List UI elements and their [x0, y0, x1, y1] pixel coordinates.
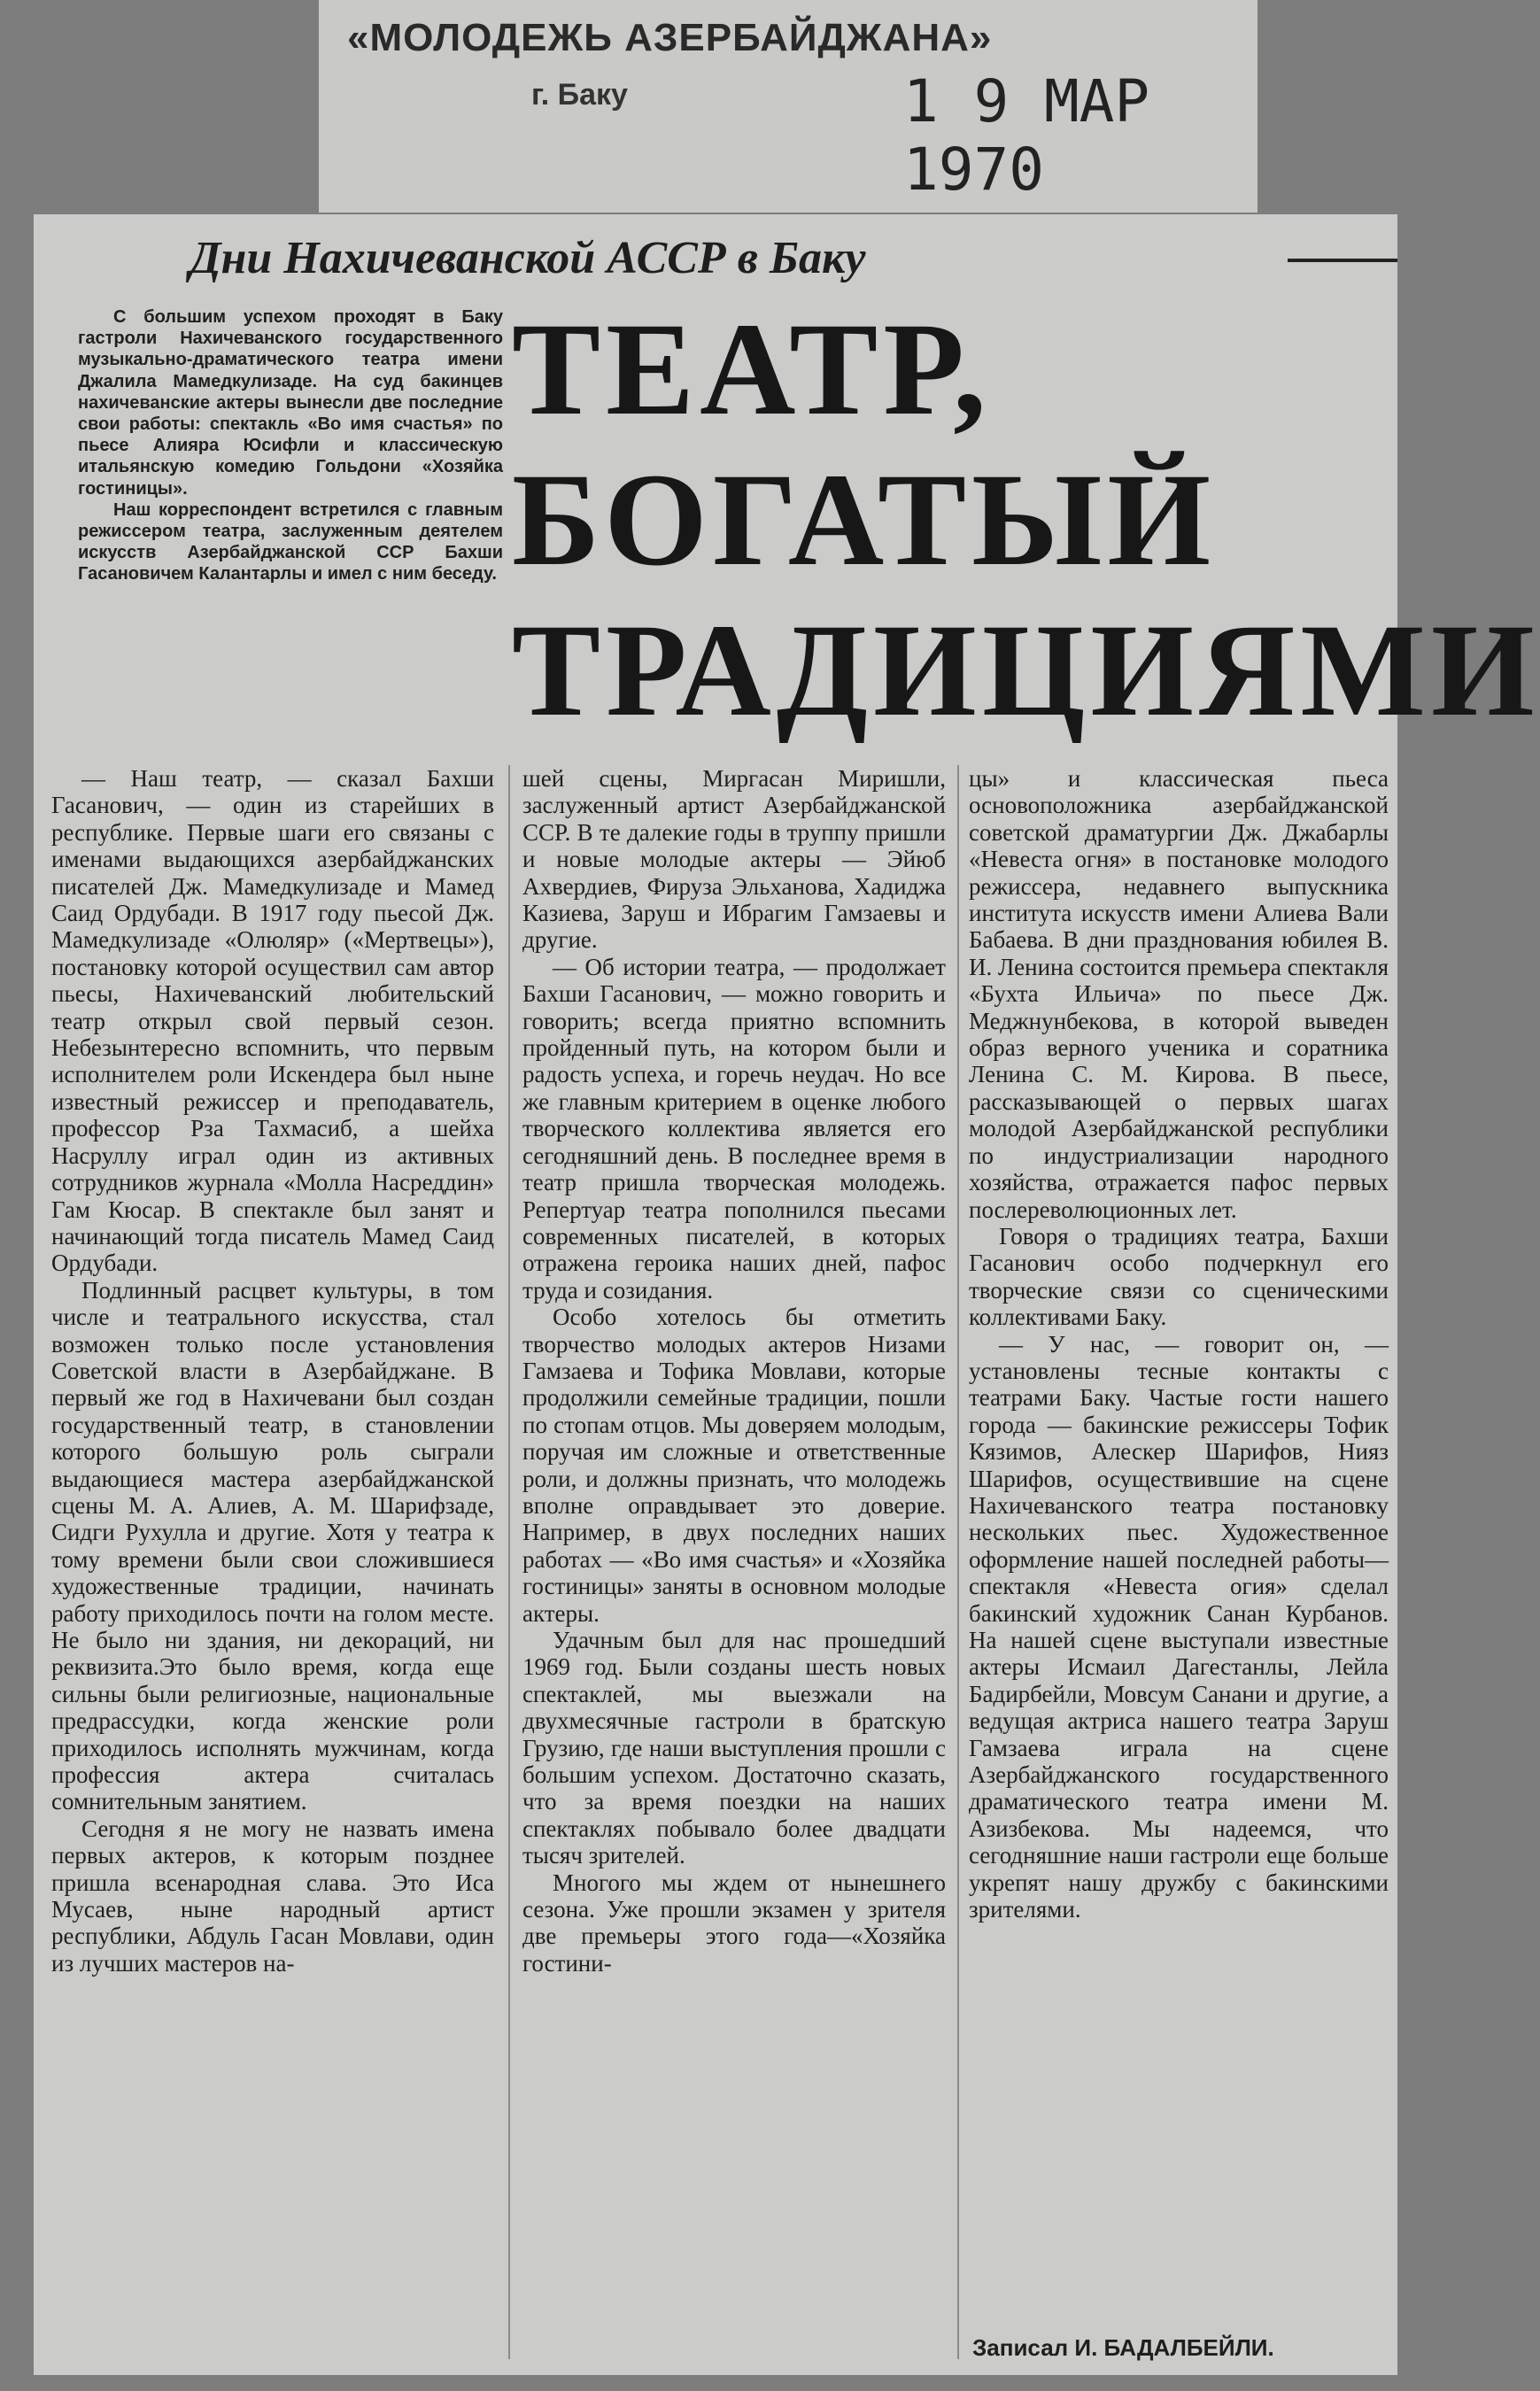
headline-line: ТЕАТР,: [512, 296, 992, 443]
paragraph: Удачным был для нас прошедший 1969 год. Были созданы шесть новых спектаклей, мы выезжали на двухмесячные гастроли в братскую Грузию, где наши выступления прошли с большим успехом. Достаточно сказать, что за время поездки на наших спектаклях побывало более двадцати тысяч зрителей.: [522, 1627, 946, 1869]
archive-stamp: [319, 0, 1258, 213]
paragraph: Подлинный расцвет культуры, в том числе и театрального искусства, стал возможен только после установления Советской власти в Азербайджане. В первый же год в Нахичевани был создан государственный театр, в становлении которого большую роль сыграли выдающиеся мастера азербайджанской сцены М. А. Алиев, А. М. Шарифзаде, Сидги Рухулла и другие. Хотя у театра к тому времени были свои сложившиеся художественные традиции, начинать работу приходилось почти на голом месте. Не было ни здания, ни декораций, ни реквизита.Это было время, когда еще сильны были религиозные, национальные предрассудки, когда женские роли приходилось исполнять мужчинам, когда профессия актера считалась сомнительным занятием.: [51, 1276, 494, 1815]
rubric-rule: [1288, 259, 1397, 262]
paragraph: Говоря о традициях театра, Бахши Гасанович особо подчеркнул его творческие связи со сценическими коллективами Баку.: [969, 1222, 1389, 1331]
headline-line: ТРАДИЦИЯМИ: [512, 597, 1540, 744]
lead-paragraph: [78, 306, 503, 585]
article-column-1: [51, 765, 494, 1977]
paragraph: — Наш театр, — сказал Бахши Гасанович, — один из старейших в республике. Первые шаги его связаны с именами выдающихся азербайджанских писателей Дж. Мамедкулизаде и Мамед Саид Ордубади. В 1917 году пьесой Дж. Мамедкулизаде «Олюляр» («Мертвецы»), постановку которой осуществил сам автор пьесы, Нахичеванский любительский театр открыл свой первый сезон. Небезынтересно вспомнить, что первым исполнителем роли Искендера был ныне известный режиссер и преподаватель, профессор Рза Тахмасиб, а шейха Насруллу играл один из активных сотрудников журнала «Молла Насреддин» Гам Кюсар. В спектакле был занят и начинающий тогда писатель Мамед Саид Ордубади.: [51, 765, 494, 1277]
newspaper-name: «МОЛОДЕЖЬ АЗЕРБАЙДЖАНА»: [347, 16, 993, 59]
paragraph: шей сцены, Миргасан Миришли, заслуженный артист Азербайджанской ССР. В те далекие годы в труппу пришли и новые молодые актеры — Эйюб Ахвердиев, Фируза Эльханова, Хадиджа Казиева, Заруш и Ибрагим Гамзаевы и другие.: [522, 765, 946, 954]
lead-text: С большим успехом проходят в Баку гастроли Нахичеванского государственного музыкально-драматического театра имени Джалила Мамедкулизаде. На суд бакинцев нахичеванские актеры вынесли две последние свои работы: спектакль «Во имя счастья» по пьесе Алияра Юсифли и классическую итальянскую комедию Гольдони «Хозяйка гостиницы».: [78, 307, 503, 499]
date-stamp: 1 9 МАР 1970: [903, 67, 1150, 204]
column-divider: [508, 765, 510, 2359]
paragraph: Особо хотелось бы отметить творчество молодых актеров Низами Гамзаева и Тофика Мовлави, которые продолжили семейные традиции, пошли по стопам отцов. Мы доверяем молодым, поручая им сложные и ответственные роли, и должны признать, что молодежь вполне оправдывает это доверие. Например, в двух последних наших работах — «Во имя счастья» и «Хозяйка гостиницы» заняты в основном молодые актеры.: [522, 1304, 946, 1627]
newspaper-clipping: [34, 214, 1540, 2375]
author-signature: Записал И. БАДАЛБЕЙЛИ.: [972, 2334, 1274, 2361]
rubric-title: Дни Нахичеванской АССР в Баку: [190, 233, 866, 283]
paragraph: — У нас, — говорит он, — установлены тесные контакты с театрами Баку. Частые гости нашего города — бакинские режиссеры Тофик Кязимов, Алескер Шарифов, Нияз Шарифов, осуществившие на сцене Нахичеванского театра постановку нескольких пьес. Художественное оформление нашей последней работы—спектакля «Невеста огия» сделал бакинский художник Санан Курбанов. На нашей сцене выступали известные актеры Исмаил Дагестанлы, Лейла Бадирбейли, Мовсум Санани и другие, а ведущая актриса нашего театра Заруш Гамзаева играла на сцене Азербайджанского государственного драматического театра имени М. Азизбекова. Мы надеемся, что сегодняшние наши гастроли еще больше укрепят нашу дружбу с бакинскими зрителями.: [969, 1330, 1389, 1923]
paragraph: цы» и классическая пьеса основоположника азербайджанской советской драматургии Дж. Джабарлы «Невеста огня» в постановке молодого режиссера, недавнего выпускника института искусств имени Алиева Вали Бабаева. В дни празднования юбилея В. И. Ленина состоится премьера спектакля «Бухта Ильича» по пьесе Дж. Меджнунбекова, в которой выведен образ верного ученика и соратника Ленина С. М. Кирова. В пьесе, рассказывающей о первых шагах молодой Азербайджанской республики по индустриализации народного хозяйства, отражается пафос первых послереволюционных лет.: [969, 765, 1389, 1223]
article-column-2: [522, 765, 946, 1977]
article-column-3: [969, 765, 1389, 1923]
city-name: г. Баку: [531, 78, 628, 112]
headline: [512, 294, 1540, 746]
paragraph: Сегодня я не могу не назвать имена первых актеров, к которым позднее пришла всенародная слава. Это Иса Мусаев, ныне народный артист республики, Абдуль Гасан Мовлави, один из лучших мастеров на-: [51, 1815, 494, 1977]
column-divider: [957, 765, 959, 2359]
headline-line: БОГАТЫЙ: [512, 446, 1217, 593]
paragraph: — Об истории театра, — продолжает Бахши Гасанович, — можно говорить и говорить; всегда приятно вспомнить пройденный путь, на котором были и радость успеха, и горечь неудач. Но все же главным критерием в оценке любого творческого коллектива является его сегодняшний день. В последнее время в театр пришла творческая молодежь. Репертуар театра пополнился пьесами современных писателей, в которых отражена героика наших дней, пафос труда и созидания.: [522, 953, 946, 1304]
lead-text: Наш корреспондент встретился с главным режиссером театра, заслуженным деятелем искусств Азербайджанской ССР Бахши Гасановичем Калантарлы и имел с ним беседу.: [78, 499, 503, 584]
paragraph: Многого мы ждем от нынешнего сезона. Уже прошли экзамен у зрителя две премьеры этого года—«Хозяйка гостини-: [522, 1869, 946, 1977]
rubric: [190, 232, 1397, 285]
